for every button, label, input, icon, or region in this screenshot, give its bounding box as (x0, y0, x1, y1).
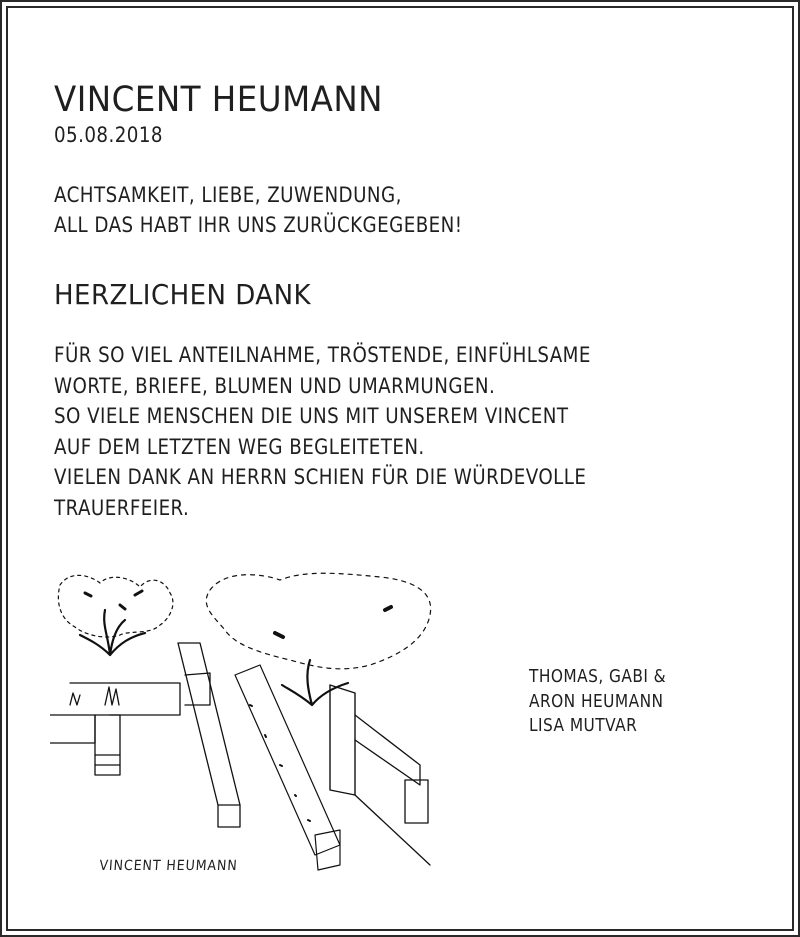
deceased-name: VINCENT HEUMANN (54, 80, 383, 120)
intro-line: ALL DAS HABT IHR UNS ZURÜCKGEGEBEN! (54, 213, 463, 237)
body-line: WORTE, BRIEFE, BLUMEN UND UMARMUNGEN. (54, 373, 496, 398)
signature-line: LISA MUTVAR (529, 716, 638, 736)
signatories (529, 665, 666, 739)
sketch-signature: VINCENT HEUMANN (98, 858, 239, 874)
left-tree-icon (58, 575, 173, 655)
date-of-death: 05.08.2018 (54, 123, 163, 147)
body-line: SO VIELE MENSCHEN DIE UNS MIT UNSEREM VINCENT (54, 404, 569, 428)
signature-line: THOMAS, GABI & (529, 667, 667, 687)
intro-line: ACHTSAMKEIT, LIEBE, ZUWENDUNG, (54, 183, 402, 207)
intro-text (54, 180, 463, 240)
memorial-stone-icon (330, 685, 355, 795)
body-line: FÜR SO VIEL ANTEILNAHME, TRÖSTENDE, EINFÜHLSAME (54, 343, 591, 367)
raised-bed-icon (50, 683, 180, 775)
garden-sketch-illustration (50, 565, 450, 880)
body-line: TRAUERFEIER. (54, 495, 190, 520)
signature-line: ARON HEUMANN (529, 691, 664, 712)
right-raised-bed-icon (355, 715, 430, 865)
body-line: AUF DEM LETZTEN WEG BEGLEITETEN. (54, 434, 425, 459)
bench-icon (178, 643, 240, 827)
thanks-heading: HERZLICHEN DANK (54, 278, 312, 311)
thanks-body (54, 340, 591, 523)
body-line: VIELEN DANK AN HERRN SCHIEN FÜR DIE WÜRDEVOLLE (54, 465, 587, 489)
gravel-path-icon (235, 665, 340, 870)
